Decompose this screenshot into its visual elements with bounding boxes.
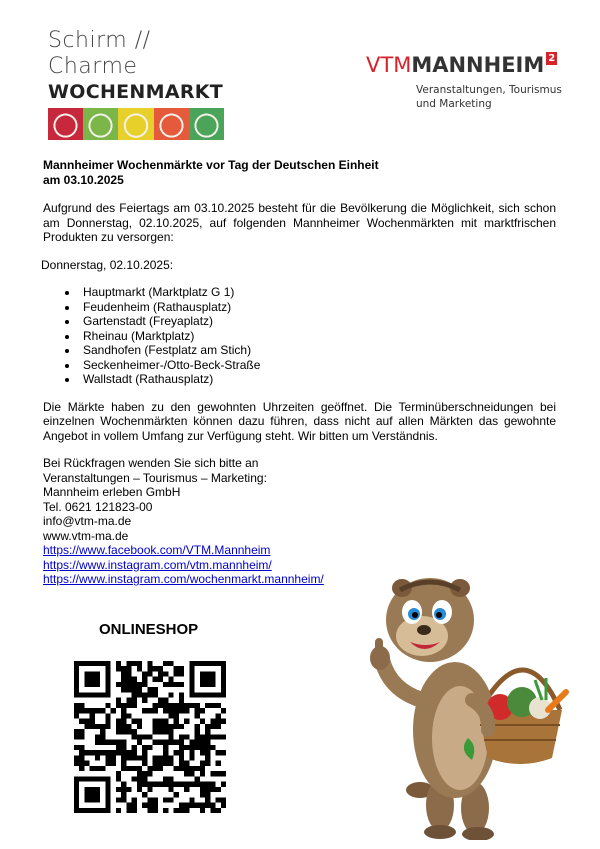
apple-image (154, 108, 189, 140)
list-item: • Sandhofen (Festplatz am Stich) (79, 343, 556, 358)
list-item: • Seckenheimer-/Otto-Beck-Straße (79, 358, 556, 373)
vtm-subtitle-1: Veranstaltungen, Tourismus (416, 84, 562, 96)
broccoli-image (83, 108, 118, 140)
instagram-wochenmarkt-link[interactable]: https://www.instagram.com/wochenmarkt.mannheim/ (43, 572, 324, 586)
contact-company: Mannheim erleben GmbH (43, 485, 181, 499)
document-body (43, 158, 556, 587)
list-item: • Wallstadt (Rathausplatz) (79, 372, 556, 387)
title-line-1: Mannheimer Wochenmärkte vor Tag der Deutschen Einheit (43, 158, 379, 172)
vtm-logo (366, 52, 576, 111)
notice-paragraph: Die Märkte haben zu den gewohnten Uhrzeiten geöffnet. Die Terminüberschneidungen bei einzelnen Wochenmärkten können dazu führen, dass nicht auf allen Märkten das gewohnte Angebot in vollem Umfang zur Verfügung steht. Wir bitten um Verständnis. (43, 399, 556, 443)
umbrella-image (118, 108, 153, 140)
logo-image-strip (48, 108, 224, 140)
list-item: • Hauptmarkt (Marktplatz G 1) (79, 285, 556, 300)
facebook-link[interactable]: https://www.facebook.com/VTM.Mannheim (43, 543, 271, 557)
qr-code[interactable] (74, 661, 226, 813)
vtm-logo-prefix: VTM (366, 53, 412, 77)
onlineshop-heading: ONLINESHOP (99, 621, 199, 638)
market-list (43, 285, 556, 387)
intro-paragraph: Aufgrund des Feiertags am 03.10.2025 besteht für die Bevölkerung die Möglichkeit, sich schon am Donnerstag, 02.10.2025, auf folgenden Mannheimer Wochenmärkten mit marktfrischen Produkten zu versorgen: (43, 201, 556, 244)
contact-department: Veranstaltungen – Tourismus – Marketing: (43, 470, 267, 485)
document-title (43, 158, 556, 187)
list-item: • Rheinau (Marktplatz) (79, 329, 556, 344)
date-heading: Donnerstag, 02.10.2025: (41, 257, 174, 272)
umbrella-image (189, 108, 224, 140)
list-item: • Gartenstadt (Freyaplatz) (79, 314, 556, 329)
logo-tagline: Schirm // Charme (48, 28, 151, 79)
hamster-mascot-illustration (360, 560, 570, 840)
list-item: • Feudenheim (Rathausplatz) (79, 300, 556, 315)
vtm-subtitle-2: und Marketing (416, 98, 492, 110)
umbrella-image (48, 108, 83, 140)
logo-title: WOCHENMARKT (48, 81, 224, 103)
vtm-logo-badge: 2 (546, 52, 557, 65)
title-line-2: am 03.10.2025 (43, 172, 124, 187)
vtm-logo-name: MANNHEIM (411, 53, 545, 77)
contact-phone: Tel. 0621 121823-00 (43, 499, 153, 514)
contact-website: www.vtm-ma.de (43, 528, 129, 543)
contact-intro: Bei Rückfragen wenden Sie sich bitte an (43, 456, 259, 470)
instagram-vtm-link[interactable]: https://www.instagram.com/vtm.mannheim/ (43, 557, 272, 572)
wochenmarkt-logo (48, 28, 228, 140)
contact-email: info@vtm-ma.de (43, 514, 132, 528)
